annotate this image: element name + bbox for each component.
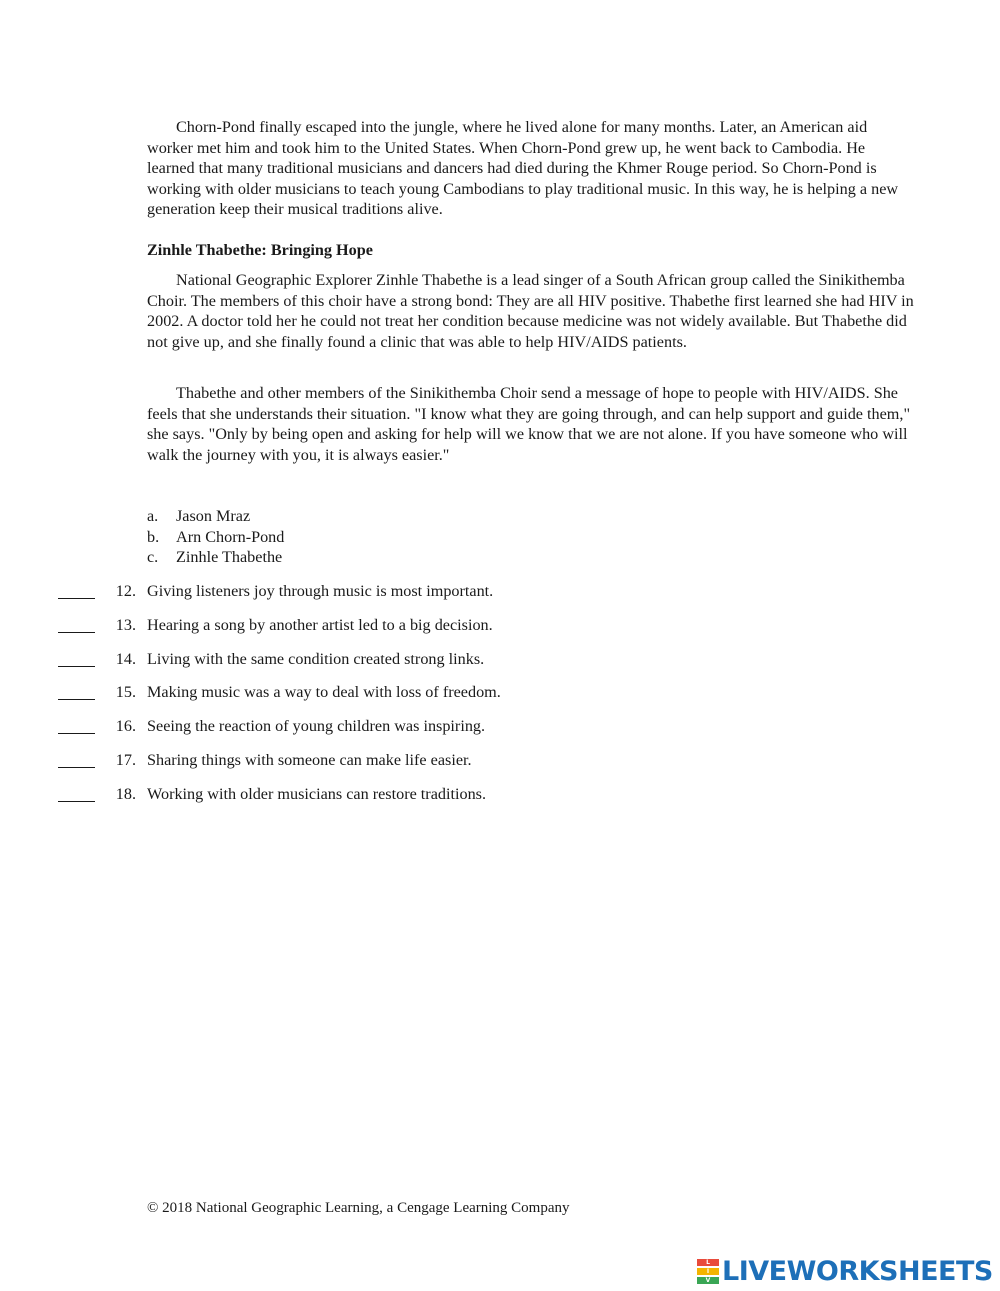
copyright-footer: © 2018 National Geographic Learning, a Cengage Learning Company	[147, 1200, 570, 1216]
question-number: 16.	[115, 717, 136, 735]
choice-letter: a.	[147, 507, 159, 525]
answer-choices	[147, 506, 284, 568]
passage-paragraph: Thabethe and other members of the Sinikithemba Choir send a message of hope to people with HIV/AIDS. She feels that she understands their situation. "I know what they are going through, and can help support and guide them," she says. "Only by being open and asking for help will we know that we are not alone. If you have someone who will walk the journey with you, it is always easier."	[147, 384, 911, 464]
choice-b	[147, 527, 284, 548]
logo-block: V	[697, 1277, 719, 1284]
question-text: Making music was a way to deal with loss of freedom.	[147, 683, 501, 701]
choice-a	[147, 506, 284, 527]
question-item	[0, 783, 1000, 805]
question-number: 13.	[115, 616, 136, 634]
question-text: Sharing things with someone can make life easier.	[147, 751, 472, 769]
question-text: Giving listeners joy through music is most important.	[147, 582, 494, 600]
question-item	[0, 614, 1000, 636]
question-item	[0, 715, 1000, 737]
choice-letter: c.	[147, 548, 159, 566]
logo-mark-icon	[697, 1258, 719, 1284]
choice-letter: b.	[147, 527, 160, 546]
question-number: 18.	[115, 785, 136, 803]
question-text: Working with older musicians can restore traditions.	[147, 785, 487, 803]
logo-block: I	[697, 1268, 719, 1275]
answer-blank[interactable]	[58, 598, 95, 599]
logo-block: L	[697, 1259, 719, 1266]
answer-blank[interactable]	[58, 699, 95, 700]
question-text: Seeing the reaction of young children was inspiring.	[147, 717, 486, 735]
section-heading: Zinhle Thabethe: Bringing Hope	[147, 241, 373, 259]
question-number: 17.	[115, 751, 136, 769]
passage-paragraph: Chorn-Pond finally escaped into the jungle, where he lived alone for many months. Later, an American aid worker met him and took him to the United States. When Chorn-Pond grew up, he went back to Cambodia. He learned that many traditional musicians and dancers had died during the Khmer Rouge period. So Chorn-Pond is working with older musicians to teach young Cambodians to play traditional music. In this way, he is helping a new generation keep their musical traditions alive.	[147, 118, 899, 219]
question-item	[0, 681, 1000, 703]
answer-blank[interactable]	[58, 632, 95, 633]
logo-wordmark: LIVEWORKSHEETS	[722, 1255, 993, 1287]
question-number: 15.	[115, 683, 136, 701]
question-text: Living with the same condition created strong links.	[147, 650, 485, 668]
question-number: 12.	[115, 582, 136, 600]
answer-blank[interactable]	[58, 733, 95, 734]
question-text: Hearing a song by another artist led to a big decision.	[147, 616, 493, 634]
answer-blank[interactable]	[58, 801, 95, 802]
question-item	[0, 580, 1000, 602]
choice-text: Zinhle Thabethe	[176, 548, 283, 566]
question-item	[0, 648, 1000, 670]
choice-text: Jason Mraz	[176, 507, 251, 525]
answer-blank[interactable]	[58, 666, 95, 667]
passage-paragraph: National Geographic Explorer Zinhle Thabethe is a lead singer of a South African group called the Sinikithemba Choir. The members of this choir have a strong bond: They are all HIV positive. Thabethe first learned she had HIV in 2002. A doctor told her he could not treat her condition because medicine was not widely available. But Thabethe did not give up, and she finally found a clinic that was able to help HIV/AIDS patients.	[147, 271, 914, 351]
liveworksheets-logo	[697, 1256, 993, 1286]
choice-text: Arn Chorn-Pond	[176, 527, 285, 546]
answer-blank[interactable]	[58, 767, 95, 768]
question-number: 14.	[115, 650, 136, 668]
choice-c	[147, 547, 284, 568]
question-item	[0, 749, 1000, 771]
